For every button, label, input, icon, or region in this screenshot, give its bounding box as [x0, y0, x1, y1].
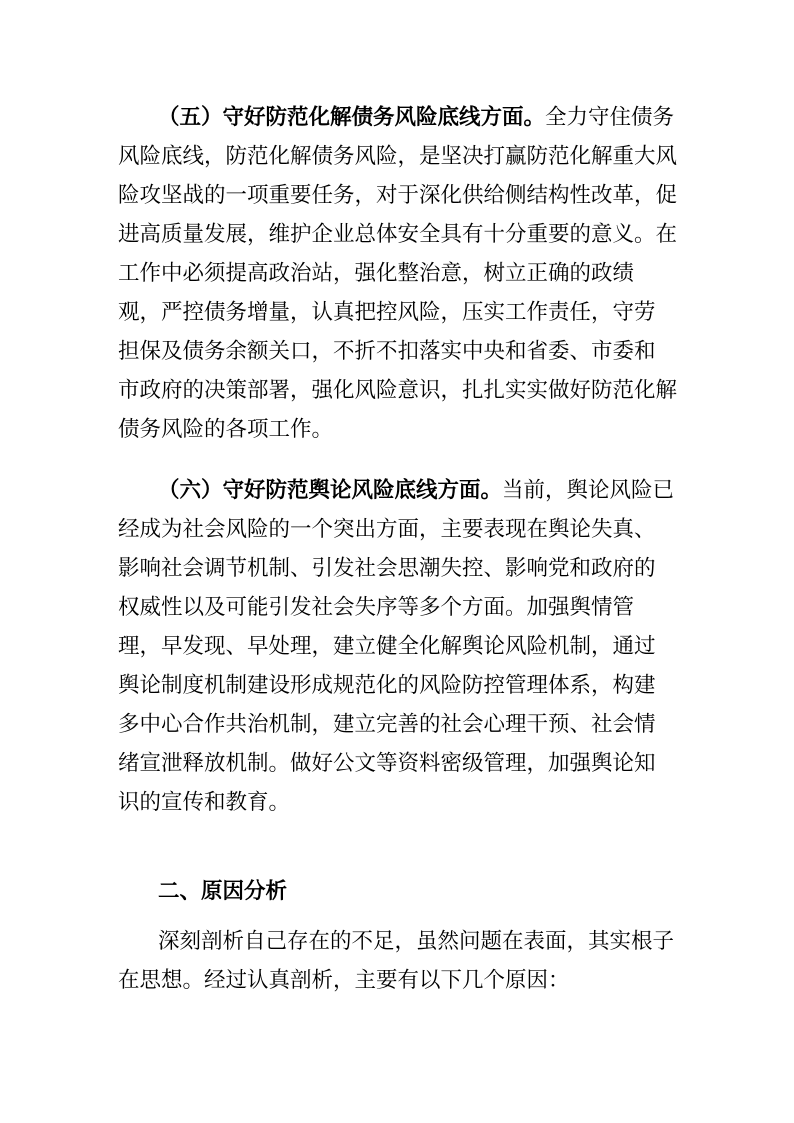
section-two-title: 二、原因分析: [158, 879, 288, 904]
section6-line: 理，早发现、早处理，建立健全化解舆论风险机制，通过: [118, 634, 656, 659]
section5-first-line-text: 全力守住债务: [545, 105, 675, 130]
section6-line: 经成为社会风险的一个突出方面，主要表现在舆论失真、: [118, 517, 656, 542]
section-two-line: 在思想。经过认真剖析，主要有以下几个原因：: [118, 968, 570, 993]
section5-line: 担保及债务余额关口，不折不扣落实中央和省委、市委和: [118, 339, 656, 364]
section6-line: 影响社会调节机制、引发社会思潮失控、影响党和政府的: [118, 556, 656, 581]
section5-line: 观，严控债务增量，认真把控风险，压实工作责任，守劳: [118, 300, 656, 325]
section-two-line: 深刻剖析自己存在的不足，虽然问题在表面，其实根子: [158, 929, 675, 954]
section6-line: 绪宣泄释放机制。做好公文等资料密级管理，加强舆论知: [118, 751, 656, 776]
section5-line: 市政府的决策部署，强化风险意识，扎扎实实做好防范化解: [118, 378, 678, 403]
section6-first-line-text: 当前，舆论风险已: [502, 478, 675, 503]
section5-line: 工作中必须提高政治站，强化整治意，树立正确的政绩: [118, 261, 635, 286]
section6-first-line: [158, 473, 718, 509]
section6-line: 识的宣传和教育。: [118, 790, 291, 815]
section6-line: 权威性以及可能引发社会失序等多个方面。加强舆情管: [118, 595, 635, 620]
section5-line: 风险底线，防范化解债务风险，是坚决打赢防范化解重大风: [118, 144, 678, 169]
section5-line: 进高质量发展，维护企业总体安全具有十分重要的意义。在: [118, 222, 678, 247]
section6-line: 舆论制度机制建设形成规范化的风险防控管理体系，构建: [118, 673, 656, 698]
section5-line: 债务风险的各项工作。: [118, 417, 334, 442]
section6-heading: （六）守好防范舆论风险底线方面。: [158, 478, 503, 503]
section5-line: 险攻坚战的一项重要任务，对于深化供给侧结构性改革，促: [118, 183, 678, 208]
section5-heading: （五）守好防范化解债务风险底线方面。: [158, 105, 546, 130]
section5-first-line: [158, 100, 718, 136]
section6-line: 多中心合作共治机制，建立完善的社会心理干预、社会情: [118, 712, 656, 737]
